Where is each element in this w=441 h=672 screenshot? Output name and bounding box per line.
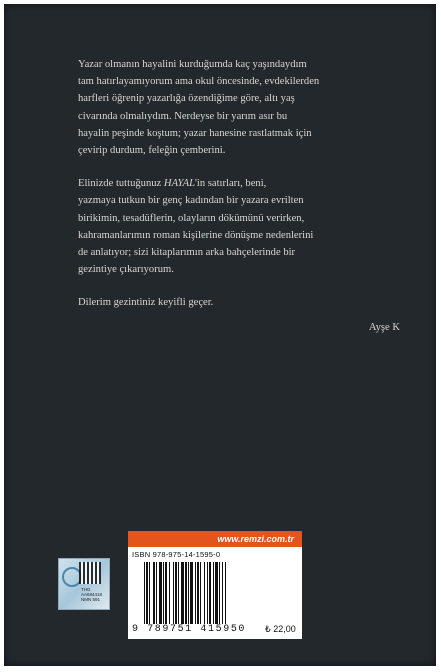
barcode-bar	[190, 562, 193, 624]
blurb-line: Yazar olmanın hayalini kurduğumda kaç yaşındaydım	[78, 59, 307, 70]
barcode-bar	[181, 562, 184, 624]
barcode-bar	[144, 562, 145, 624]
barcode-bar	[146, 562, 148, 624]
blurb-line: harfleri öğrenip yazarlığa özendiğime göre, altı yaş	[78, 93, 295, 105]
barcode-bar	[209, 562, 211, 624]
sticker-line: AA684418	[81, 592, 103, 597]
barcode-bar	[195, 562, 196, 624]
blurb-line: gezintiye çıkarıyorum.	[78, 264, 174, 276]
blurb-text	[78, 56, 398, 328]
barcode-bar	[159, 562, 162, 624]
barcode-bar	[215, 562, 218, 624]
barcode-bar	[169, 562, 170, 624]
price-label: ₺ 22,00	[265, 624, 296, 634]
blurb-line: çevirip durdum, feleğin çemberini.	[78, 145, 226, 157]
barcode-bar	[178, 562, 179, 624]
blurb-line: civarında olmalıydım. Nerdeyse bir yarım asır bu	[78, 110, 288, 122]
barcode-bar	[163, 562, 164, 624]
sticker-line: NMN 591	[81, 597, 101, 602]
barcode-bar	[204, 562, 205, 624]
barcode-bar	[175, 562, 177, 624]
barcode-digits: 9 789751 415950	[132, 624, 247, 635]
sticker-line: THG	[81, 587, 91, 592]
barcode-label	[128, 531, 302, 639]
barcode-bar	[222, 562, 223, 624]
barcode-bar	[173, 562, 174, 624]
sticker-code	[81, 587, 107, 602]
barcode-bar	[207, 562, 208, 624]
blurb-line: Dilerim gezintiniz keyifli geçer.	[78, 297, 214, 309]
qr-code-icon	[79, 562, 101, 584]
barcode-bar	[200, 562, 201, 624]
barcode-bar	[153, 562, 155, 624]
barcode-bar	[165, 562, 167, 624]
barcode-bar	[149, 562, 150, 624]
blurb-line: hayalin peşinde koştum; yazar hanesine rastlatmak için	[78, 127, 312, 139]
barcode-icon	[142, 562, 260, 624]
hologram-sticker	[58, 558, 110, 610]
blurb-paragraph-2	[78, 175, 398, 278]
blurb-line: birikimin, tesadüflerin, olayların dökümünü verirken,	[78, 212, 305, 224]
blurb-line: yazmaya tutkun bir genç kadından bir yazara evrilten	[78, 195, 304, 207]
blurb-line: de anlatıyor; sizi kitaplarımın arka bahçelerinde bir	[78, 247, 296, 259]
blurb-line: kahramanlarımın roman kişilerine dönüşme nedenlerini	[78, 229, 314, 241]
blurb-line: tam hatırlayamıyorum ama okul öncesinde, evdekilerden	[78, 76, 320, 88]
barcode-bar	[219, 562, 220, 624]
publisher-url: www.remzi.com.tr	[128, 531, 302, 547]
barcode-bar	[185, 562, 187, 624]
blurb-paragraph-3	[78, 294, 398, 311]
isbn-number: ISBN 978-975-14-1595-0	[132, 550, 221, 559]
author-signature: Ayşe K	[368, 322, 400, 333]
blurb-paragraph-1	[78, 56, 398, 159]
barcode-bar	[188, 562, 189, 624]
barcode-bar	[156, 562, 157, 624]
barcode-bar	[225, 562, 226, 624]
barcode-bar	[197, 562, 199, 624]
barcode-bar	[213, 562, 214, 624]
blurb-line: Elinizde tuttuğunuz HAYAL'in satırları, beni,	[78, 178, 267, 190]
